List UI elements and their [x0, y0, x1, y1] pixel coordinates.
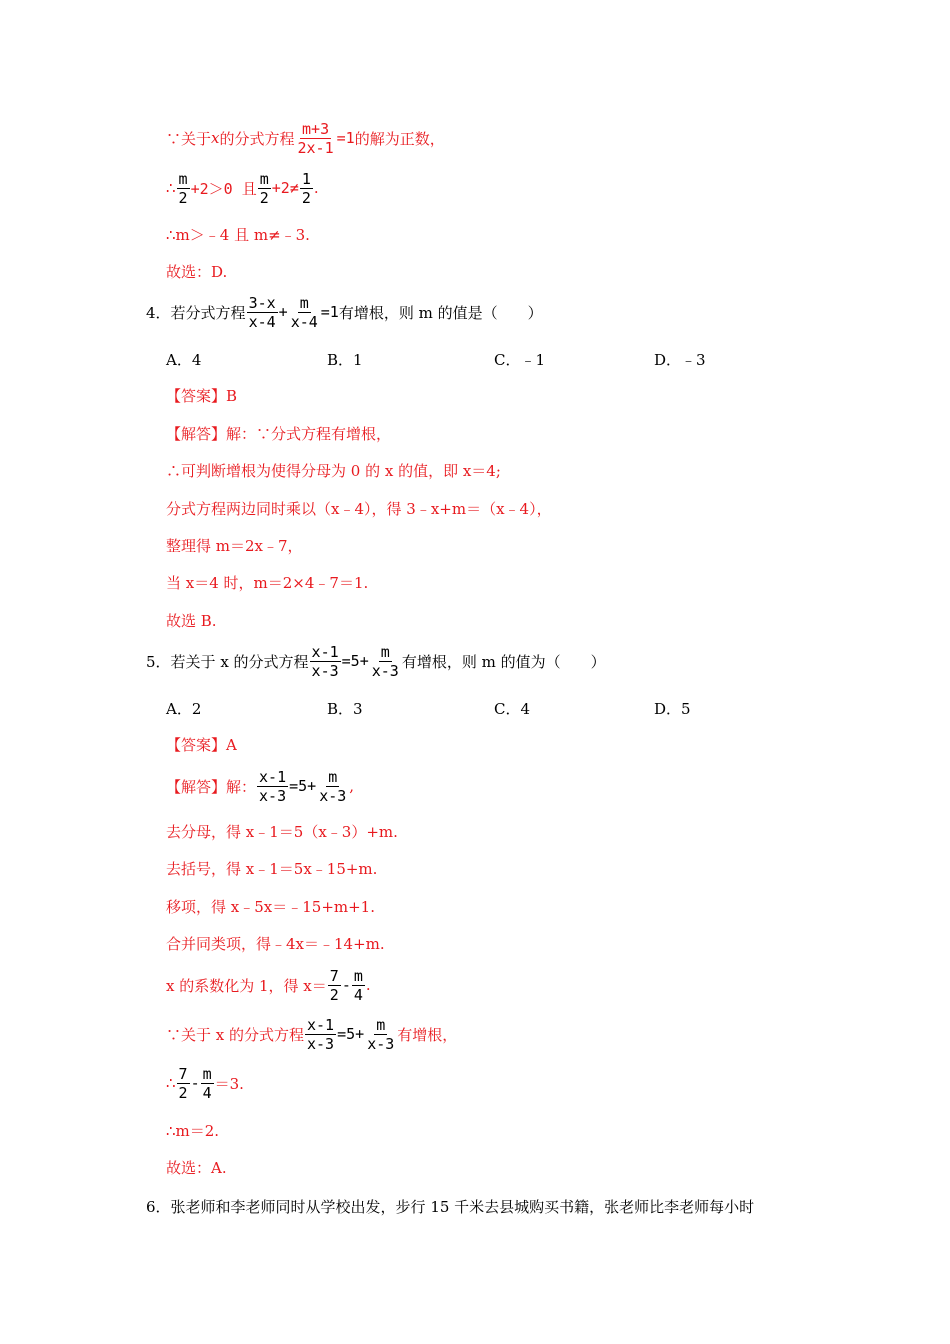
denominator: 2	[329, 985, 339, 1004]
fraction	[177, 171, 190, 206]
solution-line	[166, 965, 371, 1005]
text: 【解答】解：	[166, 777, 257, 796]
variable: x	[211, 129, 220, 147]
denominator: x-3	[371, 661, 399, 680]
fraction	[257, 769, 288, 804]
fraction	[177, 1066, 190, 1101]
text: 有增根，则 m 的值为（ ）	[401, 652, 606, 671]
text: ＝3.	[214, 1074, 244, 1093]
option-d[interactable]: D．﹣3	[654, 351, 706, 369]
solution-line: 【解答】解：∵分式方程有增根，	[166, 424, 392, 443]
text: +2＞0 且	[190, 179, 257, 198]
answer: 【答案】B	[166, 386, 238, 405]
text: ,	[349, 777, 355, 795]
fraction	[201, 1066, 214, 1101]
denominator: x-3	[259, 786, 287, 805]
text: -	[341, 976, 351, 994]
numerator: m	[380, 642, 390, 661]
fraction	[365, 1017, 396, 1052]
solution-line: 整理得 m＝2x﹣7，	[166, 536, 303, 555]
denominator: x-3	[367, 1034, 395, 1053]
denominator: 2	[178, 1083, 188, 1102]
question-6-stem: 6．张老师和李老师同时从学校出发，步行 15 千米去县城购买书籍，张老师比李老师每小时	[146, 1197, 755, 1216]
text: +2≠	[271, 179, 299, 197]
text: 的分式方程	[219, 129, 295, 148]
numerator: 3-x	[248, 293, 276, 312]
option-d[interactable]: D．5	[654, 700, 691, 718]
prev-solution-line-3: ∴m＞﹣4 且 m≠﹣3.	[166, 225, 310, 244]
fraction	[370, 644, 401, 679]
option-a[interactable]: A．4	[166, 351, 202, 369]
solution-line: 当 x＝4 时，m＝2×4﹣7＝1.	[166, 573, 369, 592]
numerator: 7	[178, 1064, 188, 1083]
question-number: 5．	[146, 652, 171, 671]
numerator: x-1	[307, 1015, 335, 1034]
numerator: x-1	[311, 642, 339, 661]
text: 有增根，则 m 的值是（ ）	[338, 303, 543, 322]
denominator: x-3	[319, 786, 347, 805]
solution-line: 故选：A.	[166, 1158, 227, 1177]
denominator: x-4	[248, 312, 276, 331]
solution-line: 去分母，得 x﹣1＝5（x﹣3）+m.	[166, 822, 398, 841]
numerator: m	[376, 1015, 386, 1034]
fraction	[352, 968, 365, 1003]
fraction	[310, 644, 341, 679]
solution-line: ∴m＝2.	[166, 1121, 220, 1140]
solution-line: ∴可判断增根为使得分母为 0 的 x 的值，即 x＝4;	[166, 461, 501, 480]
solution-line: 移项，得 x﹣5x＝﹣15+m+1.	[166, 897, 375, 916]
denominator: 4	[202, 1083, 212, 1102]
option-b[interactable]: B．1	[327, 351, 363, 369]
numerator: m	[259, 169, 269, 188]
question-4-stem	[146, 292, 543, 332]
numerator: m	[202, 1064, 212, 1083]
denominator: x-4	[290, 312, 318, 331]
text: =5+	[289, 777, 317, 795]
fraction	[296, 121, 336, 156]
numerator: m	[353, 966, 363, 985]
numerator: m	[299, 293, 309, 312]
option-a[interactable]: A．2	[166, 700, 202, 718]
solution-line	[166, 1063, 244, 1103]
text: .	[313, 179, 319, 197]
question-number: 4．	[146, 303, 171, 322]
denominator: 2	[259, 188, 269, 207]
text: +	[278, 303, 288, 321]
text: ∴	[166, 1074, 176, 1092]
option-c[interactable]: C．4	[494, 700, 531, 718]
numerator: 7	[329, 966, 339, 985]
fraction	[317, 769, 348, 804]
prev-solution-line-4: 故选：D.	[166, 262, 228, 281]
solution-line: 合并同类项，得﹣4x＝﹣14+m.	[166, 934, 385, 953]
text: -	[190, 1074, 200, 1092]
denominator: 2	[178, 188, 188, 207]
solution-line: 分式方程两边同时乘以（x﹣4），得 3﹣x+m＝（x﹣4），	[166, 499, 552, 518]
numerator: 1	[301, 169, 311, 188]
denominator: 2	[301, 188, 311, 207]
prev-solution-line-2	[166, 168, 319, 208]
text: ∴	[166, 179, 176, 197]
text: 有增根，	[397, 1025, 458, 1044]
fraction	[328, 968, 341, 1003]
fraction	[258, 171, 271, 206]
numerator: m	[178, 169, 188, 188]
option-b[interactable]: B．3	[327, 700, 363, 718]
denominator: 2x-1	[297, 138, 334, 157]
fraction	[247, 295, 278, 330]
solution-line	[166, 1014, 457, 1054]
fraction	[305, 1017, 336, 1052]
text: 若分式方程	[170, 303, 246, 322]
denominator: x-3	[307, 1034, 335, 1053]
text: =5+	[341, 652, 369, 670]
solution-line: 故选 B.	[166, 611, 217, 630]
text: 若关于 x 的分式方程	[170, 652, 309, 671]
text: 的解为正数，	[354, 129, 445, 148]
text: =5+	[337, 1025, 365, 1043]
numerator: x-1	[259, 767, 287, 786]
denominator: x-3	[311, 661, 339, 680]
prev-solution-line-1	[166, 118, 445, 158]
text: ∵关于 x 的分式方程	[166, 1025, 304, 1044]
numerator: m	[328, 767, 338, 786]
fraction	[300, 171, 313, 206]
denominator: 4	[353, 985, 363, 1004]
text: =1	[320, 303, 339, 321]
text: .	[365, 976, 371, 994]
fraction	[289, 295, 320, 330]
solution-line	[166, 766, 354, 806]
answer: 【答案】A	[166, 735, 237, 754]
text: ∵关于	[166, 129, 212, 148]
solution-line: 去括号，得 x﹣1＝5x﹣15+m.	[166, 859, 378, 878]
text: =1	[336, 129, 355, 147]
question-5-stem	[146, 641, 606, 681]
option-c[interactable]: C．﹣1	[494, 351, 546, 369]
numerator: m+3	[302, 119, 330, 138]
text: x 的系数化为 1，得 x＝	[166, 976, 327, 995]
